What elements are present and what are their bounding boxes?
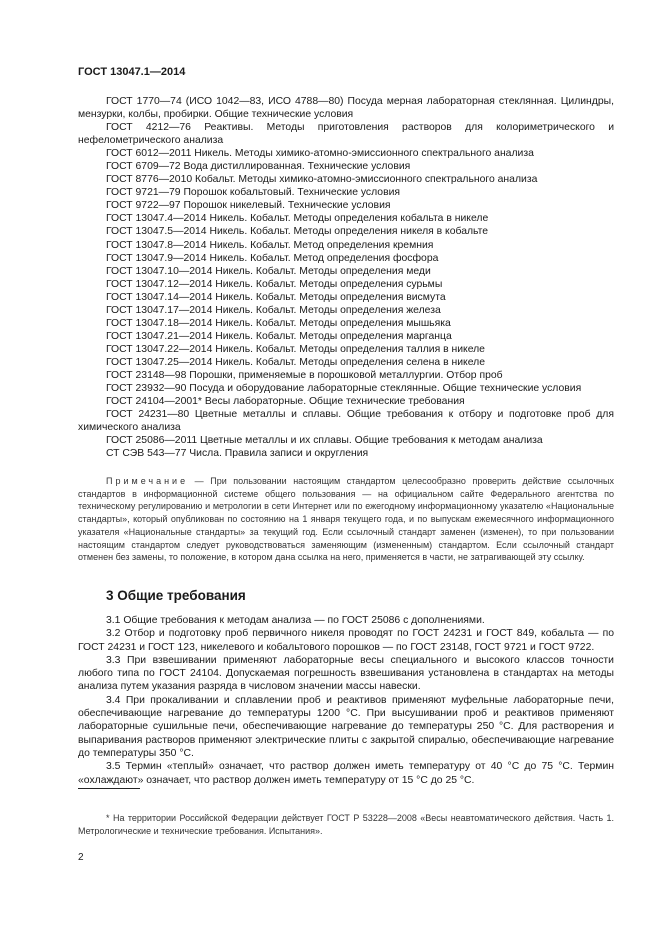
reference-item: ГОСТ 13047.14—2014 Никель. Кобальт. Методы определения висмута: [106, 291, 446, 303]
reference-item: ГОСТ 13047.5—2014 Никель. Кобальт. Методы определения никеля в кобальте: [106, 226, 489, 238]
paragraph: 3.4 При прокаливании и сплавлении проб и реактивов применяют муфельные лабораторные печи, обеспечивающие нагревание до температуры 1200 °С. При высушивании проб и реактивов применяют лабораторные сушильные печи, обеспечивающие нагревание до температуры 250 °С. Для растворения и выпаривания растворов применяют электрические плиты с закрытой спиралью, обеспечивающие нагревание до температуры 350 °С.: [78, 694, 614, 759]
reference-item: ГОСТ 9721—79 Порошок кобальтовый. Технические условия: [106, 187, 401, 199]
reference-item: ГОСТ 13047.25—2014 Никель. Кобальт. Методы определения селена в никеле: [106, 356, 485, 368]
reference-item: ГОСТ 13047.18—2014 Никель. Кобальт. Методы определения мышьяка: [106, 317, 451, 329]
footnote-divider: [78, 788, 140, 789]
reference-item: ГОСТ 13047.10—2014 Никель. Кобальт. Методы определения меди: [106, 265, 431, 277]
note: [78, 475, 614, 564]
reference-item: ГОСТ 24104—2001* Весы лабораторные. Общие технические требования: [106, 396, 465, 408]
note-label: Примечание: [106, 476, 189, 486]
document-header: ГОСТ 13047.1—2014: [78, 66, 186, 78]
reference-item: ГОСТ 1770—74 (ИСО 1042—83, ИСО 4788—80) Посуда мерная лабораторная стеклянная. Цилиндры, мензурки, колбы, пробирки. Общие технические условия: [78, 96, 614, 121]
reference-item: ГОСТ 13047.17—2014 Никель. Кобальт. Методы определения железа: [106, 304, 441, 316]
paragraph: 3.3 При взвешивании применяют лабораторные весы специального и высокого классов точности любого типа по ГОСТ 24104. Допускаемая погрешность взвешивания установлена в стандартах на методы анализа путем указания разряда в числовом значении массы навески.: [78, 654, 614, 693]
section-paragraphs: [78, 614, 614, 787]
reference-item: ГОСТ 9722—97 Порошок никелевый. Технические условия: [106, 200, 391, 212]
references-list: [78, 95, 614, 460]
reference-item: ГОСТ 13047.12—2014 Никель. Кобальт. Методы определения сурьмы: [106, 278, 443, 290]
page-number: 2: [78, 852, 84, 863]
reference-item: ГОСТ 6709—72 Вода дистиллированная. Технические условия: [106, 161, 411, 173]
reference-item: ГОСТ 4212—76 Реактивы. Методы приготовления растворов для колориметрического и нефелометрического анализа: [78, 122, 614, 147]
paragraph: 3.2 Отбор и подготовку проб первичного никеля проводят по ГОСТ 24231 и ГОСТ 849, кобальта — по ГОСТ 24231 и ГОСТ 123, никелевого и кобальтового порошков — по ГОСТ 23148, ГОСТ 9721 и ГОСТ 9722.: [78, 628, 614, 653]
reference-item: СТ СЭВ 543—77 Числа. Правила записи и округления: [106, 448, 369, 460]
reference-item: ГОСТ 13047.8—2014 Никель. Кобальт. Метод определения кремния: [106, 239, 434, 251]
reference-item: ГОСТ 25086—2011 Цветные металлы и их сплавы. Общие требования к методам анализа: [106, 435, 543, 447]
note-text: — При пользовании настоящим стандартом целесообразно проверить действие ссылочных стандартов в информационной системе общего пользования — на официальном сайте Федерального агентства по техническому регулированию и метрологии в сети Интернет или по ежегодному информационному указателю «Национальные стандарты», который опубликован по состоянию на 1 января текущего года, и по выпускам ежемесячного информационного указателя «Национальные стандарты» за текущий год. Если ссылочный стандарт заменен (изменен), то при пользовании настоящим стандартом следует руководствоваться заменяющим (измененным) стандартом. Если ссылочный стандарт отменен без замены, то положение, в котором дана ссылка на него, применяется в части, не затрагивающей эту ссылку.: [78, 476, 614, 563]
reference-item: ГОСТ 23932—90 Посуда и оборудование лабораторные стеклянные. Общие технические условия: [106, 383, 582, 395]
reference-item: ГОСТ 6012—2011 Никель. Методы химико-атомно-эмиссионного спектрального анализа: [106, 148, 534, 160]
reference-item: ГОСТ 13047.22—2014 Никель. Кобальт. Методы определения таллия в никеле: [106, 343, 485, 355]
reference-item: ГОСТ 13047.21—2014 Никель. Кобальт. Методы определения марганца: [106, 330, 452, 342]
reference-item: ГОСТ 13047.4—2014 Никель. Кобальт. Методы определения кобальта в никеле: [106, 213, 489, 225]
reference-item: ГОСТ 13047.9—2014 Никель. Кобальт. Метод определения фосфора: [106, 252, 439, 264]
reference-item: ГОСТ 24231—80 Цветные металлы и сплавы. Общие требования к отбору и подготовке проб для химического анализа: [78, 409, 614, 434]
reference-item: ГОСТ 8776—2010 Кобальт. Методы химико-атомно-эмиссионного спектрального анализа: [106, 174, 538, 186]
paragraph: 3.1 Общие требования к методам анализа — по ГОСТ 25086 с дополнениями.: [106, 615, 485, 626]
reference-item: ГОСТ 23148—98 Порошки, применяемые в порошковой металлургии. Отбор проб: [106, 369, 503, 381]
section-heading: 3 Общие требования: [106, 588, 246, 603]
paragraph: 3.5 Термин «теплый» означает, что раствор должен иметь температуру от 40 °С до 75 °С. Термин «охлаждают» означает, что раствор должен иметь температуру от 15 °С до 25 °С.: [78, 761, 614, 786]
footnote: * На территории Российской Федерации действует ГОСТ Р 53228—2008 «Весы неавтоматического действия. Часть 1. Метрологические и технические требования. Испытания».: [78, 813, 614, 836]
